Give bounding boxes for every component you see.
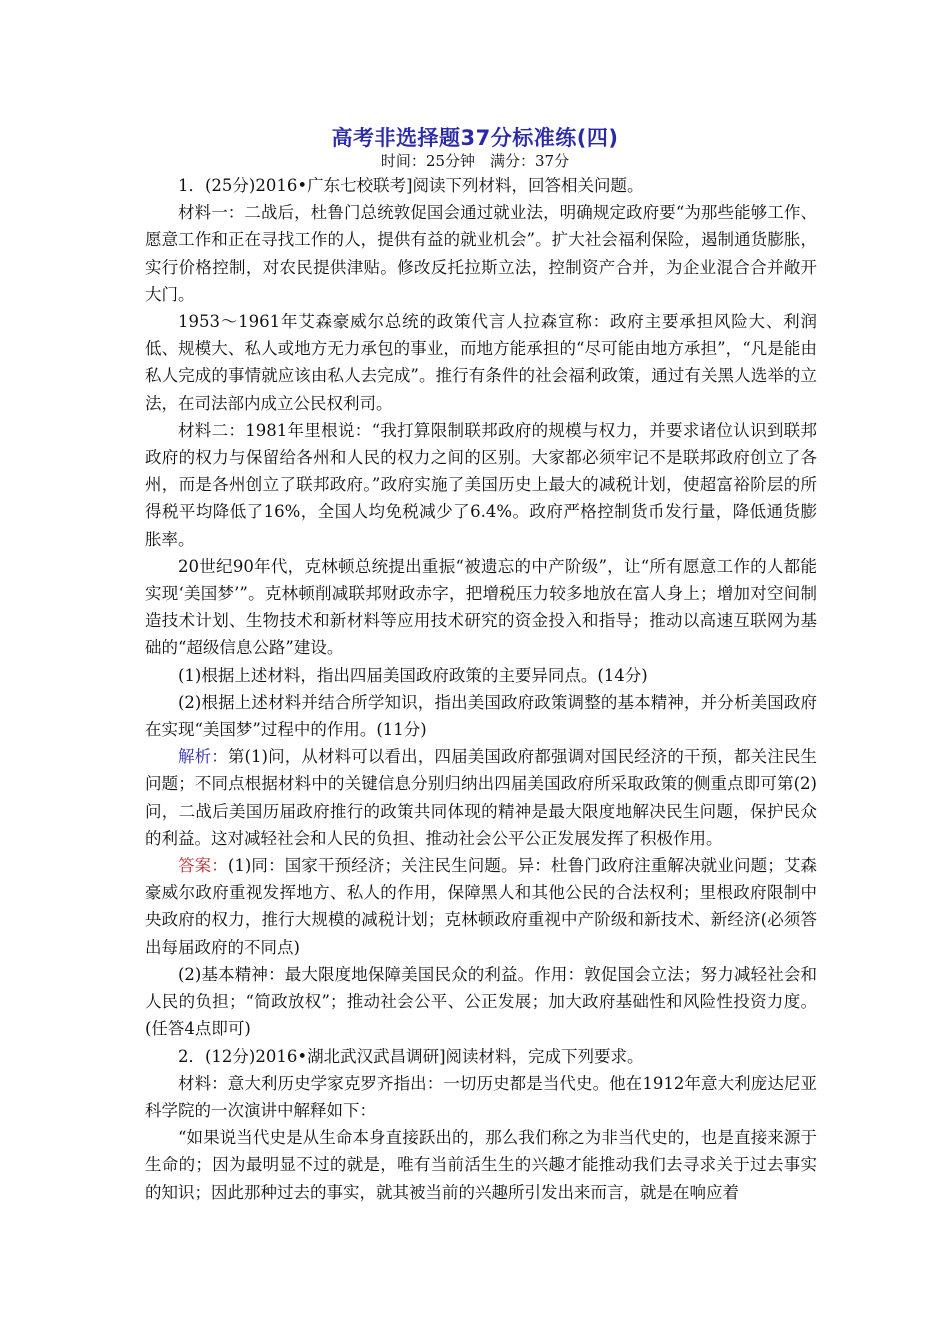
paragraph-text: 1．(25分)2016•广东七校联考]阅读下列材料，回答相关问题。 bbox=[178, 176, 644, 195]
document-title: 高考非选择题37分标准练(四) bbox=[331, 126, 619, 150]
paragraph-text: 材料：意大利历史学家克罗齐指出：一切历史都是当代史。他在1912年意大利庞达尼亚科学院的一次演讲中解释如下： bbox=[145, 1073, 817, 1120]
paragraph bbox=[145, 172, 817, 199]
paragraph bbox=[145, 308, 817, 417]
paragraph bbox=[145, 961, 817, 1043]
answer-paragraph bbox=[145, 852, 817, 961]
paragraph bbox=[145, 1124, 817, 1206]
paragraph-text: 第(1)问，从材料可以看出，四届美国政府都强调对国民经济的干预，都关注民生问题；不同点根据材料中的关键信息分别归纳出四届美国政府所采取政策的侧重点即可第(2)问，二战后美国历届政府推行的政策共同体现的精神是最大限度地解决民生问题，保护民众的利益。这对减轻社会和人民的负担、推动社会公平公正发展发挥了积极作用。 bbox=[145, 747, 818, 848]
paragraph bbox=[145, 553, 817, 662]
paragraph-text: (2)基本精神：最大限度地保障美国民众的利益。作用：敦促国会立法；努力减轻社会和人民的负担；“简政放权”；推动社会公平、公正发展；加大政府基础性和风险性投资力度。(任答4点即可) bbox=[145, 964, 817, 1039]
paragraph-text: (1)同：国家干预经济；关注民生问题。异：杜鲁门政府注重解决就业问题；艾森豪威尔政府重视发挥地方、私人的作用，保障黑人和其他公民的合法权利；里根政府限制中央政府的权力，推行大规模的减税计划；克林顿政府重视中产阶级和新技术、新经济(必须答出每届政府的不同点) bbox=[145, 856, 818, 957]
question-1 bbox=[145, 662, 817, 689]
question-2 bbox=[145, 689, 817, 743]
paragraph-text: 材料一：二战后，杜鲁门总统敦促国会通过就业法，明确规定政府要“为那些能够工作、愿意工作和正在寻找工作的人，提供有益的就业机会”。扩大社会福利保险，遏制通货膨胀，实行价格控制，对农民提供津贴。修改反托拉斯立法，控制资产合并，为企业混合合并敞开大门。 bbox=[145, 203, 817, 304]
paragraph-text: “如果说当代史是从生命本身直接跃出的，那么我们称之为非当代史的，也是直接来源于生命的；因为最明显不过的就是，唯有当前活生生的兴趣才能推动我们去寻求关于过去事实的知识；因此那种过去的事实，就其被当前的兴趣所引发出来而言，就是在响应着 bbox=[145, 1128, 817, 1202]
paragraph bbox=[145, 1070, 817, 1124]
paragraph-text: 材料二：1981年里根说：“我打算限制联邦政府的规模与权力，并要求诸位认识到联邦政府的权力与保留给各州和人民的权力之间的区别。大家都必须牢记不是联邦政府创立了各州，而是各州创立了联邦政府。”政府实施了美国历史上最大的减税计划，使超富裕阶层的所得税平均降低了16%，全国人均免税减少了6.4%。政府严格控制货币发行量，降低通货膨胀率。 bbox=[145, 420, 817, 549]
paragraph-text: 1953～1961年艾森豪威尔总统的政策代言人拉森宣称：政府主要承担风险大、利润低、规模大、私人或地方无力承包的事业，而地方能承担的“尽可能由地方承担”，“凡是能由私人完成的事情就应该由私人去完成”。推行有条件的社会福利政策，通过有关黑人选举的立法，在司法部内成立公民权利司。 bbox=[145, 312, 817, 413]
paragraph bbox=[145, 199, 817, 308]
paragraph-text: 2．(12分)2016•湖北武汉武昌调研]阅读材料，完成下列要求。 bbox=[178, 1046, 644, 1066]
analysis-paragraph bbox=[145, 743, 817, 852]
paragraph-text: (1)根据上述材料，指出四届美国政府政策的主要异同点。(14分) bbox=[178, 665, 648, 685]
paragraph bbox=[145, 1043, 817, 1070]
answer-label: 答案： bbox=[178, 856, 228, 876]
analysis-label: 解析： bbox=[178, 747, 228, 767]
paragraph-text: (2)根据上述材料并结合所学知识，指出美国政府政策调整的基本精神，并分析美国政府在实现“美国梦”过程中的作用。(11分) bbox=[145, 692, 817, 740]
paragraph-text: 20世纪90年代，克林顿总统提出重振“被遗忘的中产阶级”，让“所有愿意工作的人都能实现‘美国梦’”。克林顿削减联邦财政赤字，把增税压力较多地放在富人身上；增加对空间制造技术计划、生物技术和新材料等应用技术研究的资金投入和指导；推动以高速互联网为基础的“超级信息公路”建设。 bbox=[145, 556, 817, 658]
paragraph bbox=[145, 417, 817, 553]
document-body bbox=[145, 172, 817, 1206]
time-score-line: 时间：25分钟 满分：37分 bbox=[380, 152, 570, 170]
